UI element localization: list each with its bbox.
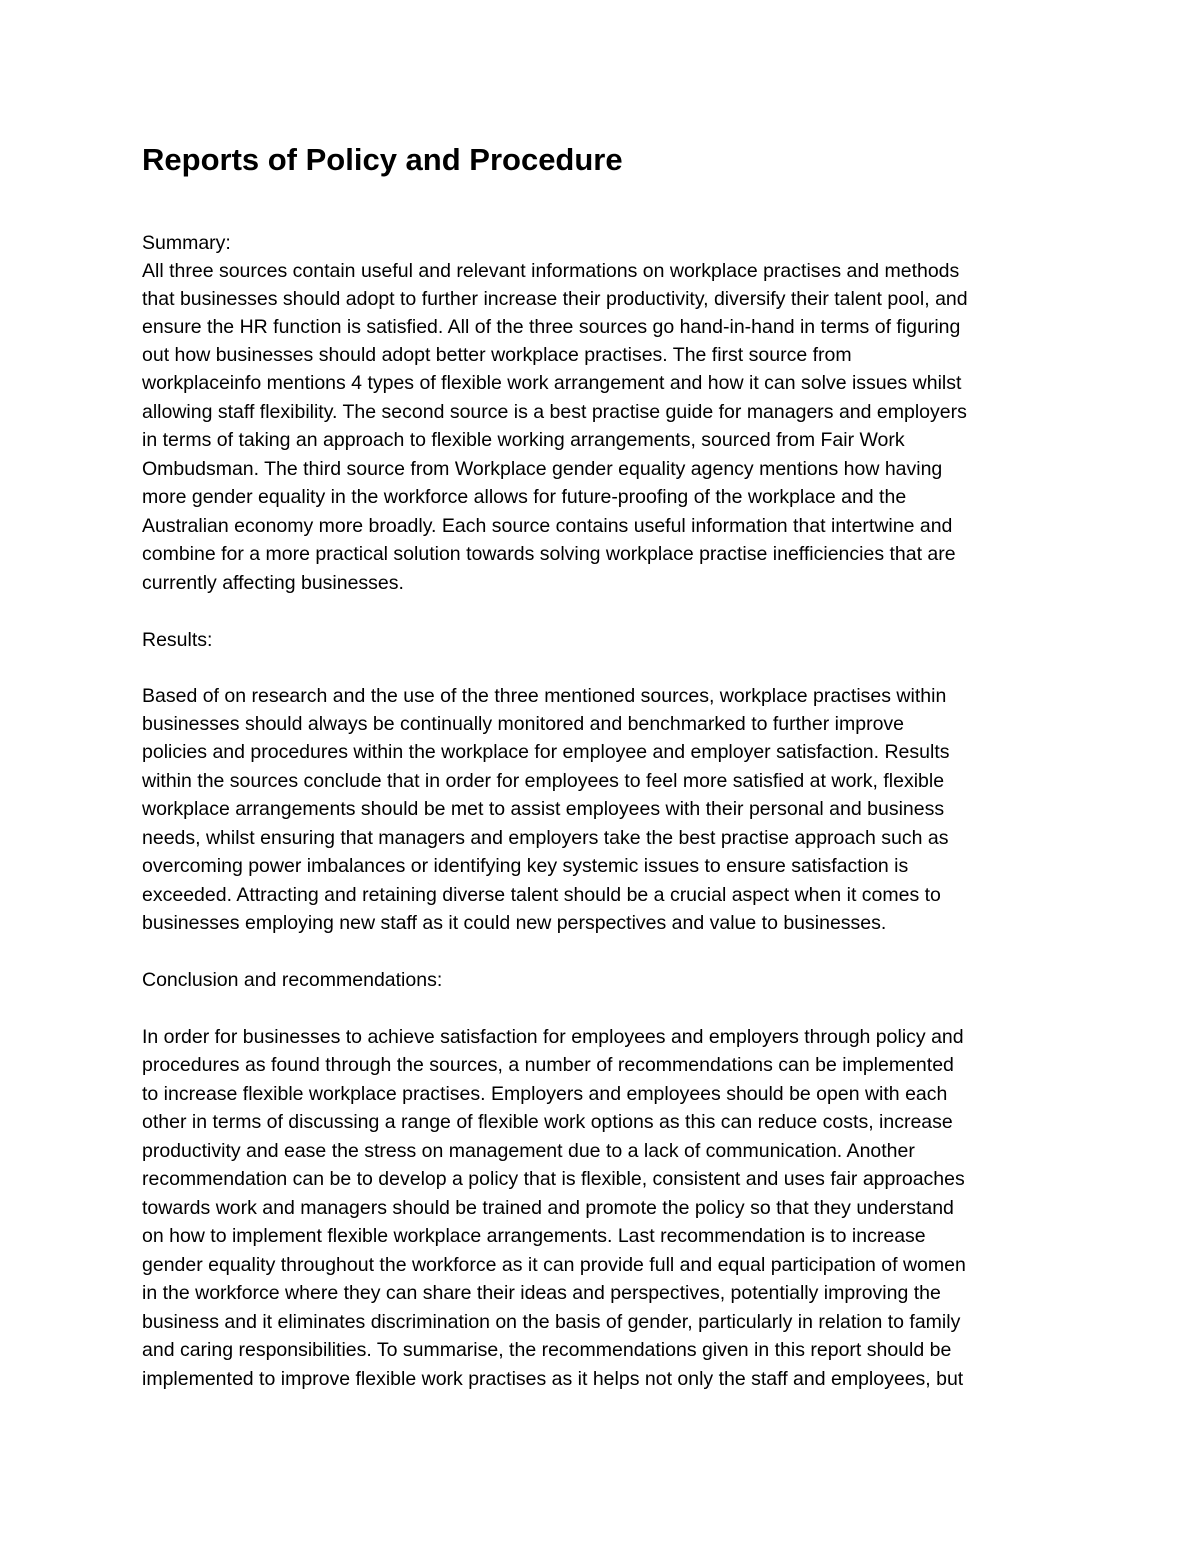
text-line: policies and procedures within the workplace for employee and employer satisfaction. Results [142,741,950,763]
text-line: needs, whilst ensuring that managers and employers take the best practise approach such as [142,827,949,849]
section-heading-summary: Summary: [142,232,231,254]
text-line: currently affecting businesses. [142,572,404,594]
text-line: that businesses should adopt to further increase their productivity, diversify their talent pool, and [142,288,968,310]
text-line: Australian economy more broadly. Each source contains useful information that intertwine and [142,515,953,537]
text-line: allowing staff flexibility. The second source is a best practise guide for managers and employers [142,401,967,423]
text-line: to increase flexible workplace practises. Employers and employees should be open with each [142,1083,948,1105]
text-line: exceeded. Attracting and retaining diverse talent should be a crucial aspect when it comes to [142,884,941,906]
text-line: workplace arrangements should be met to assist employees with their personal and business [142,798,945,820]
section-heading-results: Results: [142,629,213,651]
text-line: recommendation can be to develop a policy that is flexible, consistent and uses fair approaches [142,1168,965,1190]
text-line: productivity and ease the stress on management due to a lack of communication. Another [142,1140,915,1162]
text-line: ensure the HR function is satisfied. All of the three sources go hand-in-hand in terms of figuring [142,316,961,338]
text-line: other in terms of discussing a range of flexible work options as this can reduce costs, increase [142,1111,953,1133]
text-line: businesses employing new staff as it could new perspectives and value to businesses. [142,912,887,934]
text-line: implemented to improve flexible work practises as it helps not only the staff and employees, but [142,1368,964,1390]
text-line: in terms of taking an approach to flexible working arrangements, sourced from Fair Work [142,429,905,451]
section-heading-conclusion: Conclusion and recommendations: [142,969,443,991]
text-line: business and it eliminates discrimination on the basis of gender, particularly in relation to family [142,1311,961,1333]
text-line: gender equality throughout the workforce as it can provide full and equal participation of women [142,1254,966,1276]
text-line: more gender equality in the workforce allows for future-proofing of the workplace and the [142,486,907,508]
text-line: Based of on research and the use of the three mentioned sources, workplace practises within [142,685,947,707]
text-line: workplaceinfo mentions 4 types of flexible work arrangement and how it can solve issues whilst [142,372,962,394]
text-line: within the sources conclude that in order for employees to feel more satisfied at work, flexible [142,770,945,792]
page-title: Reports of Policy and Procedure [142,142,623,177]
text-line: procedures as found through the sources, a number of recommendations can be implemented [142,1054,954,1076]
text-line: towards work and managers should be trained and promote the policy so that they understand [142,1197,954,1219]
text-line: businesses should always be continually monitored and benchmarked to further improve [142,713,905,735]
text-line: overcoming power imbalances or identifying key systemic issues to ensure satisfaction is [142,855,909,877]
text-line: Ombudsman. The third source from Workplace gender equality agency mentions how having [142,458,943,480]
text-line: combine for a more practical solution towards solving workplace practise inefficiencies that are [142,543,956,565]
text-line: in the workforce where they can share their ideas and perspectives, potentially improving the [142,1282,941,1304]
text-line: In order for businesses to achieve satisfaction for employees and employers through policy and [142,1026,964,1048]
text-line: on how to implement flexible workplace arrangements. Last recommendation is to increase [142,1225,926,1247]
text-line: All three sources contain useful and relevant informations on workplace practises and methods [142,260,960,282]
text-line: out how businesses should adopt better workplace practises. The first source from [142,344,852,366]
text-line: and caring responsibilities. To summarise, the recommendations given in this report should be [142,1339,952,1361]
